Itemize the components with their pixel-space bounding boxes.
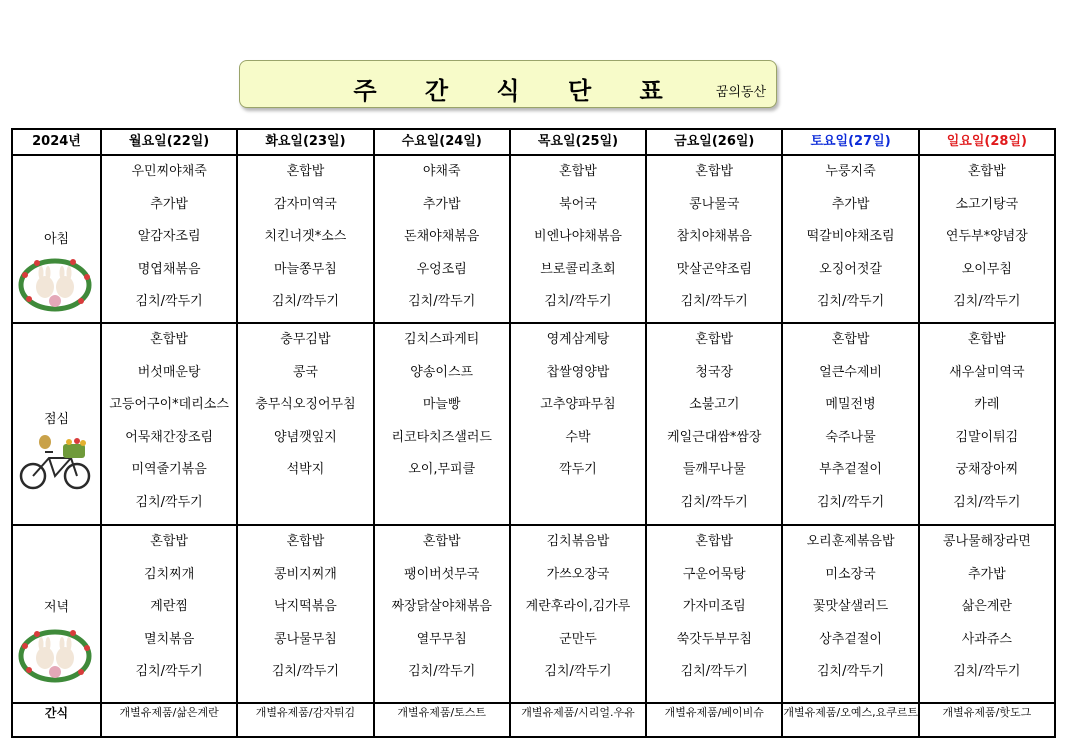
menu-item: 김치/깍두기 (816, 494, 885, 510)
menu-item: 감자미역국 (274, 196, 337, 212)
menu-item: 혼합밥 (695, 332, 734, 347)
menu-item: 김치스파게티 (404, 332, 480, 347)
day-header: 수요일(24일) (374, 129, 510, 155)
snack-cell: 개별유제품/시리얼.우유 (510, 703, 646, 737)
menu-item: 가쓰오장국 (546, 566, 610, 582)
menu-item: 추가밥 (831, 196, 870, 212)
menu-item: 카레 (974, 397, 1000, 412)
menu-cell (782, 525, 918, 703)
menu-item: 메밀전병 (825, 397, 876, 412)
meal-label-cell (12, 323, 101, 525)
title-banner (239, 60, 777, 108)
menu-item: 궁채장아찌 (955, 462, 1019, 477)
menu-cell (919, 525, 1055, 703)
menu-item: 충무식오징어무침 (255, 397, 356, 412)
menu-item: 누룽지죽 (825, 164, 876, 179)
menu-item: 오이,무피클 (408, 462, 476, 477)
snack-cell: 개별유제품/감자튀김 (237, 703, 373, 737)
menu-item: 김치/깍두기 (680, 294, 748, 309)
page-title: 주 간 식 단 표 (353, 77, 683, 105)
menu-item: 김치볶음밥 (546, 534, 610, 549)
menu-item: 야채죽 (422, 164, 461, 179)
day-header-sunday: 일요일(28일) (919, 129, 1055, 155)
menu-item: 김치/깍두기 (135, 664, 203, 679)
menu-item: 양념깻잎지 (274, 429, 337, 445)
menu-item: 낙지떡볶음 (274, 599, 337, 614)
menu-item: 케일근대쌈*쌈장 (667, 429, 762, 445)
menu-cell (919, 155, 1055, 323)
menu-item: 김말이튀김 (955, 429, 1019, 445)
menu-item: 오징어젓갈 (819, 261, 882, 277)
meal-label-cell (12, 155, 101, 323)
menu-cell (782, 155, 918, 323)
menu-item: 떡갈비야채조림 (806, 229, 895, 244)
snack-row (12, 703, 1055, 737)
menu-item: 콩국 (292, 364, 318, 380)
menu-item: 고등어구이*데리소스 (109, 397, 229, 412)
menu-item: 알감자조림 (137, 229, 201, 244)
menu-item: 김치/깍두기 (953, 664, 1021, 679)
menu-item: 혼합밥 (695, 164, 734, 179)
menu-cell (101, 323, 237, 525)
menu-cell (919, 323, 1055, 525)
menu-item: 우민찌야채죽 (131, 164, 207, 179)
menu-item: 오리훈제볶음밥 (806, 534, 895, 549)
menu-item: 추가밥 (150, 196, 188, 212)
snack-cell: 개별유제품/오예스,요쿠르트 (782, 703, 918, 737)
menu-item: 소불고기 (689, 397, 740, 412)
menu-cell (237, 155, 373, 323)
menu-item: 군만두 (559, 631, 597, 647)
menu-item: 짜장닭살야채볶음 (391, 599, 492, 614)
facility-name: 꿈의동산 (715, 85, 766, 100)
menu-cell (782, 323, 918, 525)
menu-item: 김치/깍두기 (271, 664, 339, 679)
menu-item: 혼합밥 (968, 164, 1006, 179)
menu-item: 혼합밥 (695, 534, 734, 549)
menu-item: 김치/깍두기 (816, 664, 885, 679)
bunny-wreath-icon (15, 253, 95, 315)
menu-item: 비엔나야채볶음 (534, 229, 622, 244)
menu-item: 김치/깍두기 (135, 494, 203, 510)
menu-item: 미소장국 (825, 566, 876, 582)
menu-item: 추가밥 (968, 566, 1006, 582)
menu-item: 혼합밥 (831, 332, 870, 347)
day-header-saturday: 토요일(27일) (782, 129, 918, 155)
menu-item: 추가밥 (422, 196, 461, 212)
menu-item: 얼큰수제비 (819, 364, 882, 380)
meal-label: 점심 (43, 412, 70, 427)
menu-item: 숙주나물 (825, 429, 876, 445)
menu-item: 열무무침 (416, 631, 467, 647)
menu-item: 북어국 (559, 196, 597, 212)
day-header: 금요일(26일) (646, 129, 782, 155)
menu-item: 김치/깍두기 (680, 494, 748, 510)
menu-item: 김치/깍두기 (271, 294, 339, 309)
menu-item: 리코타치즈샐러드 (391, 429, 492, 445)
weekly-menu-table (11, 128, 1056, 738)
menu-item: 혼합밥 (286, 534, 325, 549)
meal-label-cell (12, 525, 101, 703)
menu-item: 돈채야채볶음 (404, 229, 480, 244)
menu-item: 치킨너겟*소스 (264, 229, 347, 244)
menu-item: 콩비지찌개 (274, 566, 337, 582)
menu-item: 고추양파무침 (540, 397, 616, 412)
menu-item: 청국장 (695, 364, 734, 380)
menu-item: 콩나물무침 (274, 631, 337, 647)
snack-cell: 개별유제품/베이비슈 (646, 703, 782, 737)
menu-cell (237, 525, 373, 703)
menu-cell (646, 155, 782, 323)
menu-item: 소고기탕국 (955, 196, 1019, 212)
menu-item: 김치/깍두기 (544, 294, 612, 309)
menu-item: 팽이버섯무국 (404, 566, 480, 582)
menu-cell (646, 525, 782, 703)
menu-cell (646, 323, 782, 525)
menu-item: 가자미조림 (682, 599, 746, 614)
meal-label: 저녁 (43, 600, 70, 615)
menu-item: 마늘쫑무침 (274, 261, 337, 277)
snack-cell: 개별유제품/핫도그 (919, 703, 1055, 737)
snack-cell: 개별유제품/삶은계란 (101, 703, 237, 737)
menu-item: 콩나물국 (689, 196, 740, 212)
menu-item: 어묵채간장조림 (125, 429, 214, 445)
menu-item: 구운어묵탕 (682, 566, 746, 582)
menu-item: 상추겉절이 (819, 631, 882, 647)
menu-item: 혼합밥 (150, 332, 188, 347)
menu-item: 계란후라이,김가루 (525, 599, 631, 614)
menu-item: 마늘빵 (422, 397, 461, 412)
menu-item: 명엽채볶음 (137, 261, 201, 277)
meal-row-dinner (12, 525, 1055, 703)
menu-item: 김치/깍두기 (135, 294, 203, 309)
menu-item: 사과쥬스 (961, 631, 1012, 647)
menu-cell (510, 525, 646, 703)
menu-cell (510, 155, 646, 323)
meal-row-lunch (12, 323, 1055, 525)
menu-item: 참치야채볶음 (676, 229, 752, 244)
menu-item: 찹쌀영양밥 (546, 364, 610, 380)
snack-label: 간식 (12, 703, 101, 737)
menu-item: 연두부*양념장 (945, 229, 1028, 244)
day-header: 화요일(23일) (237, 129, 373, 155)
meal-label: 아침 (43, 232, 70, 247)
menu-item: 새우살미역국 (949, 364, 1025, 380)
menu-cell (237, 323, 373, 525)
menu-item: 영계삼계탕 (546, 332, 610, 347)
menu-item: 김치/깍두기 (408, 294, 476, 309)
menu-item: 꽃맛살샐러드 (812, 599, 889, 614)
meal-row-breakfast (12, 155, 1055, 323)
menu-item: 양송이스프 (410, 364, 474, 380)
menu-item: 버섯매운탕 (137, 364, 201, 380)
menu-item: 김치찌개 (144, 566, 195, 582)
menu-cell (374, 155, 510, 323)
header-row (12, 129, 1055, 155)
menu-cell (101, 525, 237, 703)
menu-item: 김치/깍두기 (953, 494, 1021, 510)
menu-item: 들깨무나물 (682, 462, 746, 477)
menu-item: 혼합밥 (559, 164, 597, 179)
menu-item: 콩나물해장라면 (942, 534, 1031, 549)
menu-item: 김치/깍두기 (816, 294, 885, 309)
menu-item: 혼합밥 (150, 534, 188, 549)
menu-item: 브로콜리초회 (540, 261, 616, 277)
menu-item: 김치/깍두기 (680, 664, 748, 679)
menu-item: 미역줄기볶음 (131, 462, 207, 477)
menu-item: 쑥갓두부무침 (676, 631, 752, 647)
bicycle-icon (15, 432, 95, 494)
menu-cell (374, 525, 510, 703)
menu-item: 맛살곤약조림 (676, 261, 752, 277)
menu-item: 오이무침 (961, 261, 1012, 277)
menu-cell (510, 323, 646, 525)
day-header: 목요일(25일) (510, 129, 646, 155)
menu-item: 김치/깍두기 (544, 664, 612, 679)
menu-item: 혼합밥 (286, 164, 325, 179)
menu-item: 혼합밥 (422, 534, 461, 549)
menu-item: 김치/깍두기 (408, 664, 476, 679)
day-header: 월요일(22일) (101, 129, 237, 155)
year-cell: 2024년 (12, 129, 101, 155)
menu-item: 멸치볶음 (144, 631, 195, 647)
menu-item: 삶은계란 (961, 599, 1012, 614)
menu-cell (374, 323, 510, 525)
snack-cell: 개별유제품/토스트 (374, 703, 510, 737)
menu-item: 충무김밥 (280, 332, 331, 347)
menu-item: 우엉조림 (416, 261, 467, 277)
menu-item: 부추겉절이 (819, 462, 882, 477)
menu-item: 석박지 (286, 462, 325, 477)
menu-item: 깍두기 (559, 462, 597, 477)
menu-item: 계란찜 (150, 599, 188, 614)
menu-item: 혼합밥 (968, 332, 1006, 347)
bunny-wreath-icon (15, 624, 95, 686)
menu-item: 수박 (565, 429, 591, 445)
menu-item: 김치/깍두기 (953, 294, 1021, 309)
menu-cell (101, 155, 237, 323)
